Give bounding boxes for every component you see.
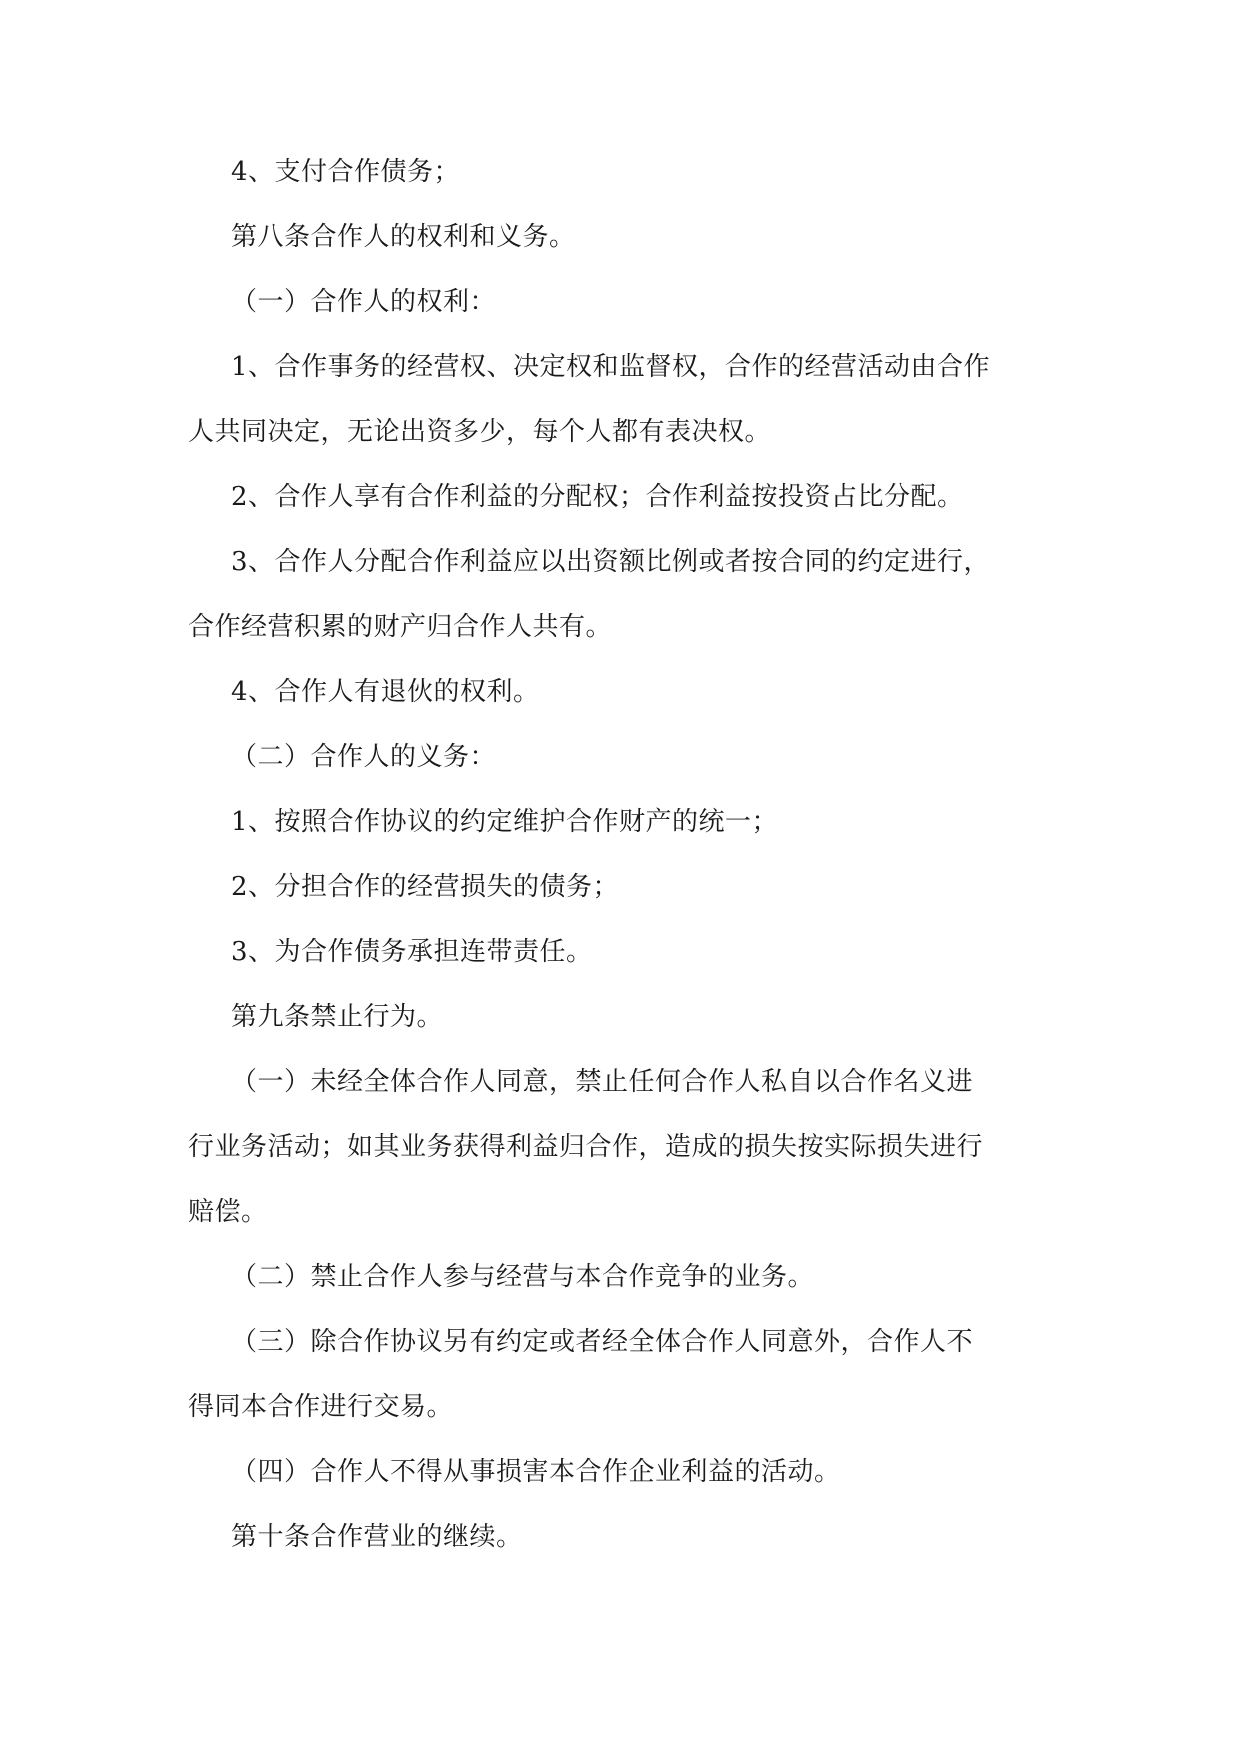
section-heading: （二）合作人的义务： bbox=[231, 742, 497, 772]
paragraph-line: 1、合作事务的经营权、决定权和监督权，合作的经营活动由合作 bbox=[231, 352, 991, 382]
paragraph-line: （四）合作人不得从事损害本合作企业利益的活动。 bbox=[231, 1457, 841, 1487]
article-heading: 第十条合作营业的继续。 bbox=[231, 1522, 523, 1552]
paragraph-line: 2、分担合作的经营损失的债务； bbox=[231, 872, 620, 902]
paragraph-line: 2、合作人享有合作利益的分配权；合作利益按投资占比分配。 bbox=[231, 482, 964, 512]
paragraph-line: 合作经营积累的财产归合作人共有。 bbox=[188, 612, 613, 642]
paragraph-line: 行业务活动；如其业务获得利益归合作，造成的损失按实际损失进行 bbox=[188, 1132, 984, 1162]
paragraph-line: 人共同决定，无论出资多少，每个人都有表决权。 bbox=[188, 417, 772, 447]
paragraph-line: （一）未经全体合作人同意，禁止任何合作人私自以合作名义进 bbox=[231, 1067, 974, 1097]
paragraph-line: 赔偿。 bbox=[188, 1197, 268, 1227]
document-body bbox=[188, 157, 1058, 1587]
paragraph-line: （二）禁止合作人参与经营与本合作竞争的业务。 bbox=[231, 1262, 815, 1292]
paragraph-line: 4、合作人有退伙的权利。 bbox=[231, 677, 540, 707]
paragraph-line: 4、支付合作债务； bbox=[231, 157, 461, 187]
section-heading: （一）合作人的权利： bbox=[231, 287, 497, 317]
paragraph-line: （三）除合作协议另有约定或者经全体合作人同意外，合作人不 bbox=[231, 1327, 974, 1357]
paragraph-line: 3、为合作债务承担连带责任。 bbox=[231, 937, 593, 967]
paragraph-line: 3、合作人分配合作利益应以出资额比例或者按合同的约定进行， bbox=[231, 547, 991, 577]
article-heading: 第八条合作人的权利和义务。 bbox=[231, 222, 576, 252]
article-heading: 第九条禁止行为。 bbox=[231, 1002, 444, 1032]
paragraph-line: 1、按照合作协议的约定维护合作财产的统一； bbox=[231, 807, 779, 837]
paragraph-line: 得同本合作进行交易。 bbox=[188, 1392, 454, 1422]
